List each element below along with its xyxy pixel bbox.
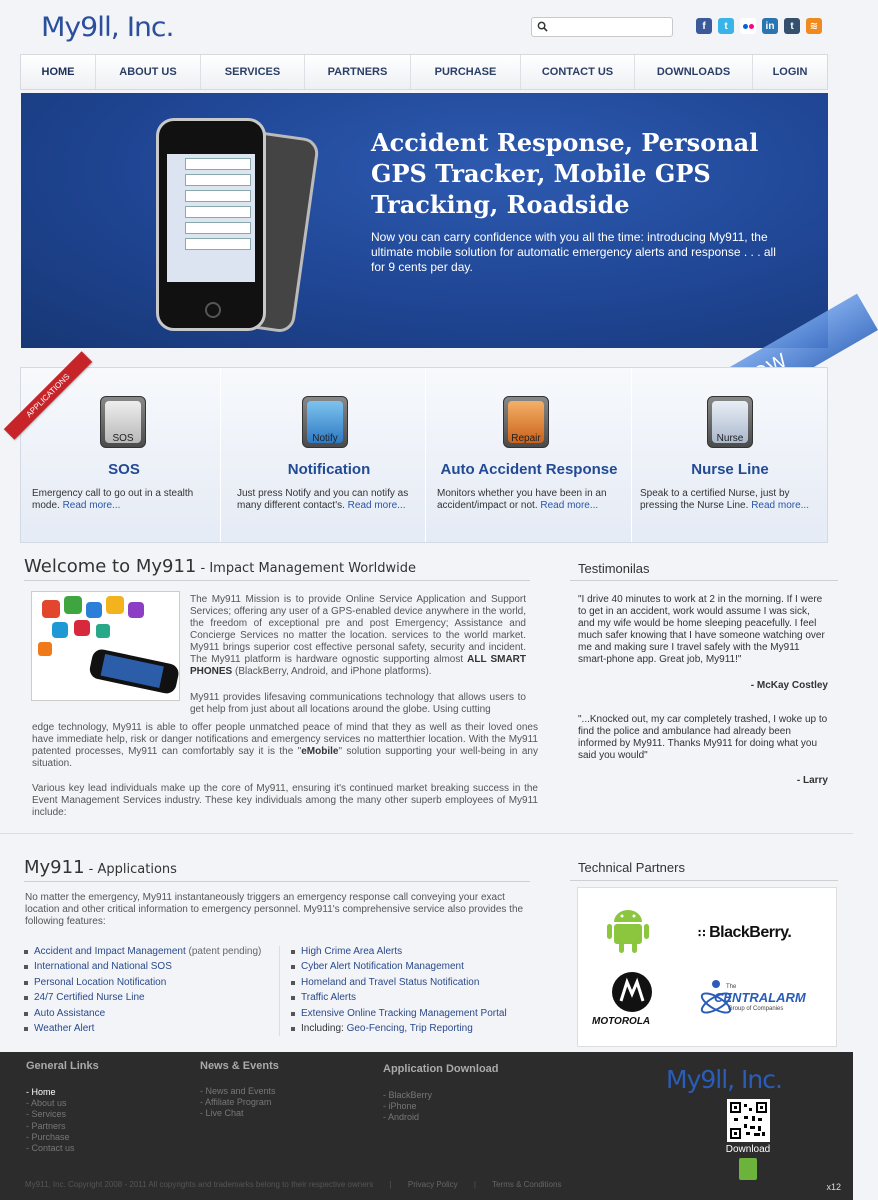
notify-icon: Notify — [302, 396, 348, 448]
applications-intro: No matter the emergency, My911 instantaneously triggers an emergency response call conveying your exact location and other critical information to emergency personnel. My911's comprehensive service also provides the following features: — [25, 892, 524, 927]
footer-link[interactable]: - News and Events — [200, 1086, 276, 1096]
footer-news-title: News & Events — [200, 1060, 279, 1072]
hero-text: Now you can carry confidence with you all the time: introducing My911, the ultimate mobile solution for automatic emergency alerts and response . . . all for 9 cents per day. — [371, 230, 776, 274]
feature-item[interactable]: Cyber Alert Notification Management — [291, 959, 531, 974]
welcome-paragraph-1: The My911 Mission is to provide Online Service Application and Support Services; offering any user of a GPS-enabled device anywhere in the world, the freedom of exceptional pre and post Emergency; Assistance and Concierge Services no matter the location. services to the world market. My911 brings superior cost effective personal safety, security and incident. The My911 platform is hardware ognostic supporting almost ALL SMART PHONES (BlackBerry, Android, and iPhone platforms). — [190, 594, 526, 677]
read-more-link[interactable]: Read more... — [347, 500, 406, 511]
privacy-link[interactable]: Privacy Policy — [407, 1180, 458, 1189]
facebook-icon[interactable]: f — [696, 18, 712, 34]
feature-item[interactable]: Homeland and Travel Status Notification — [291, 975, 531, 990]
linkedin-icon[interactable]: in — [762, 18, 778, 34]
hero-banner — [21, 93, 828, 348]
testimonial-text: "...Knocked out, my car completely trashed, I woke up to find the police and ambulance had already been informed by My911. Thanks My911 for doing what you said you would" — [578, 714, 828, 761]
app-title: Nurse Line — [691, 461, 769, 478]
feature-item[interactable]: 24/7 Certified Nurse Line — [24, 990, 274, 1005]
footer-link[interactable]: - iPhone — [383, 1101, 417, 1112]
app-card-sos[interactable] — [21, 368, 221, 542]
search-input[interactable] — [531, 17, 673, 37]
rss-icon[interactable]: ≋ — [806, 18, 822, 34]
nav-about-us[interactable]: ABOUT US — [96, 55, 201, 89]
welcome-paragraph-2b: edge technology, My911 is able to offer people unmatched peace of mind that they as well as their loved ones have immediate help, risk or danger notifications and emergency services no matterthier location. With the My911 patented processes, My911 can comfortably say it is the "eMobile" solution supporting your well-being in any situation. — [32, 722, 538, 769]
footer-logo[interactable]: My9ll, Inc. — [666, 1065, 782, 1094]
app-title: Auto Accident Response — [440, 461, 618, 478]
testimonial-author: - Larry — [796, 775, 828, 786]
twitter-icon[interactable]: t — [718, 18, 734, 34]
footer — [0, 1052, 853, 1200]
feature-item[interactable]: High Crime Area Alerts — [291, 944, 531, 959]
blackberry-logo[interactable]: ∷ BlackBerry. — [698, 924, 792, 941]
footer-link[interactable]: - Home — [26, 1087, 56, 1097]
testimonial-author: - McKay Costley — [750, 680, 828, 691]
download-label[interactable]: Download — [725, 1144, 771, 1155]
main-nav — [20, 54, 828, 90]
hero-title: Accident Response, Personal GPS Tracker, Mobile GPS Tracking, Roadside — [371, 128, 759, 219]
nav-home[interactable]: HOME — [21, 55, 96, 89]
nav-services[interactable]: SERVICES — [201, 55, 305, 89]
app-desc: Speak to a certified Nurse, just by pressing the Nurse Line. — [640, 488, 790, 511]
android-logo[interactable] — [606, 902, 650, 954]
footer-general-title: General Links — [26, 1060, 99, 1072]
welcome-image — [31, 591, 180, 701]
sos-phone-icon: SOS — [100, 396, 146, 448]
footer-app-title: Application Download — [383, 1063, 499, 1075]
feature-item[interactable]: Auto Assistance — [24, 1006, 274, 1021]
testimonial-text: "I drive 40 minutes to work at 2 in the morning. If I were to get in an accident, work would assume I was sick, and my wife would be home sleeping peacefully. I feel much safer knowing that I have someone watching over me and making sure I travel safely with the My911 smart-phone app. Great job, My911!" — [578, 594, 825, 665]
app-card-notification[interactable] — [221, 368, 426, 542]
partners-heading: Technical Partners — [578, 860, 685, 875]
nurse-icon: Nurse — [707, 396, 753, 448]
motorola-logo[interactable]: MOTOROLA — [592, 1016, 651, 1027]
features-left — [24, 944, 274, 1036]
footer-link[interactable]: - Purchase — [26, 1131, 70, 1142]
footer-news-links — [200, 1086, 276, 1120]
nav-contact-us[interactable]: CONTACT US — [521, 55, 635, 89]
footer-link[interactable]: - Affiliate Program — [200, 1097, 272, 1108]
app-desc: Just press Notify and you can notify as many different contact's. — [237, 488, 409, 511]
nav-downloads[interactable]: DOWNLOADS — [635, 55, 753, 89]
welcome-heading: Welcome to My911 - Impact Management Worldwide — [24, 556, 416, 577]
applications-strip — [20, 367, 828, 543]
feature-item[interactable]: Including: Geo-Fencing, Trip Reporting — [291, 1021, 531, 1036]
footer-link[interactable]: - Contact us — [26, 1143, 75, 1154]
app-desc: Monitors whether you have been in an accident/impact or not. — [437, 488, 607, 511]
feature-item[interactable]: Personal Location Notification — [24, 975, 274, 990]
partners-box — [577, 887, 837, 1047]
motorola-icon — [612, 972, 652, 1012]
footer-link[interactable]: - Partners — [26, 1120, 66, 1131]
centralarm-logo[interactable]: The CENTRALARM Group of Companies — [698, 978, 828, 1023]
flickr-icon[interactable] — [740, 18, 756, 34]
nav-login[interactable]: LOGIN — [772, 66, 808, 78]
app-title: Notification — [287, 461, 371, 478]
social-links — [696, 18, 822, 34]
footer-app-links — [383, 1090, 432, 1124]
qr-code[interactable] — [727, 1099, 770, 1142]
x12-badge: x12 — [826, 1182, 841, 1192]
testimonials-heading: Testimonilas — [578, 561, 650, 576]
copyright-bar: My911, Inc. Copyright 2008 - 2011 All copyrights and trademarks belong to their respective owners | Privacy Policy | Terms & Conditions — [25, 1180, 562, 1189]
footer-link[interactable]: - About us — [26, 1098, 67, 1109]
terms-link[interactable]: Terms & Conditions — [492, 1180, 562, 1189]
nav-purchase[interactable]: PURCHASE — [411, 55, 521, 89]
site-logo[interactable]: My9ll, Inc. — [41, 12, 174, 43]
applications-ribbon: APPLICATIONS — [4, 351, 92, 439]
app-card-nurse-line[interactable] — [632, 368, 828, 542]
feature-item[interactable]: Extensive Online Tracking Management Portal — [291, 1006, 531, 1021]
feature-item[interactable]: Accident and Impact Management (patent pending) — [24, 944, 274, 959]
welcome-paragraph-3: Various key lead individuals make up the core of My911, ensuring it's continued market breaking success in the Event Management Services industry. These key individuals among the many other superb employees of My911 include: — [32, 783, 538, 818]
read-more-link[interactable]: Read more... — [751, 500, 809, 511]
app-title: SOS — [108, 461, 140, 478]
footer-link[interactable]: - BlackBerry — [383, 1090, 433, 1100]
feature-item[interactable]: International and National SOS — [24, 959, 274, 974]
footer-link[interactable]: - Live Chat — [200, 1108, 244, 1119]
read-more-link[interactable]: Read more... — [540, 500, 599, 511]
footer-link[interactable]: - Services — [26, 1109, 67, 1120]
feature-item[interactable]: Weather Alert — [24, 1021, 274, 1036]
repair-icon: Repair — [503, 396, 549, 448]
footer-general-links — [26, 1087, 75, 1154]
search-icon — [537, 21, 548, 32]
app-card-auto-accident[interactable] — [426, 368, 632, 542]
feature-item[interactable]: Traffic Alerts — [291, 990, 531, 1005]
read-more-link[interactable]: Read more... — [62, 500, 121, 511]
nav-partners[interactable]: PARTNERS — [305, 55, 411, 89]
applications-heading: My911 - Applications — [24, 857, 177, 878]
tumblr-icon[interactable]: t — [784, 18, 800, 34]
app-desc: Emergency call to go out in a stealth mode. — [32, 488, 194, 511]
features-right — [291, 944, 531, 1036]
phone-image — [156, 118, 266, 331]
footer-link[interactable]: - Android — [383, 1112, 420, 1123]
download-icon[interactable] — [739, 1158, 757, 1180]
welcome-paragraph-2a: My911 provides lifesaving communications technology that allows users to get help from just about all locations around the globe. Using cutting — [190, 692, 526, 715]
